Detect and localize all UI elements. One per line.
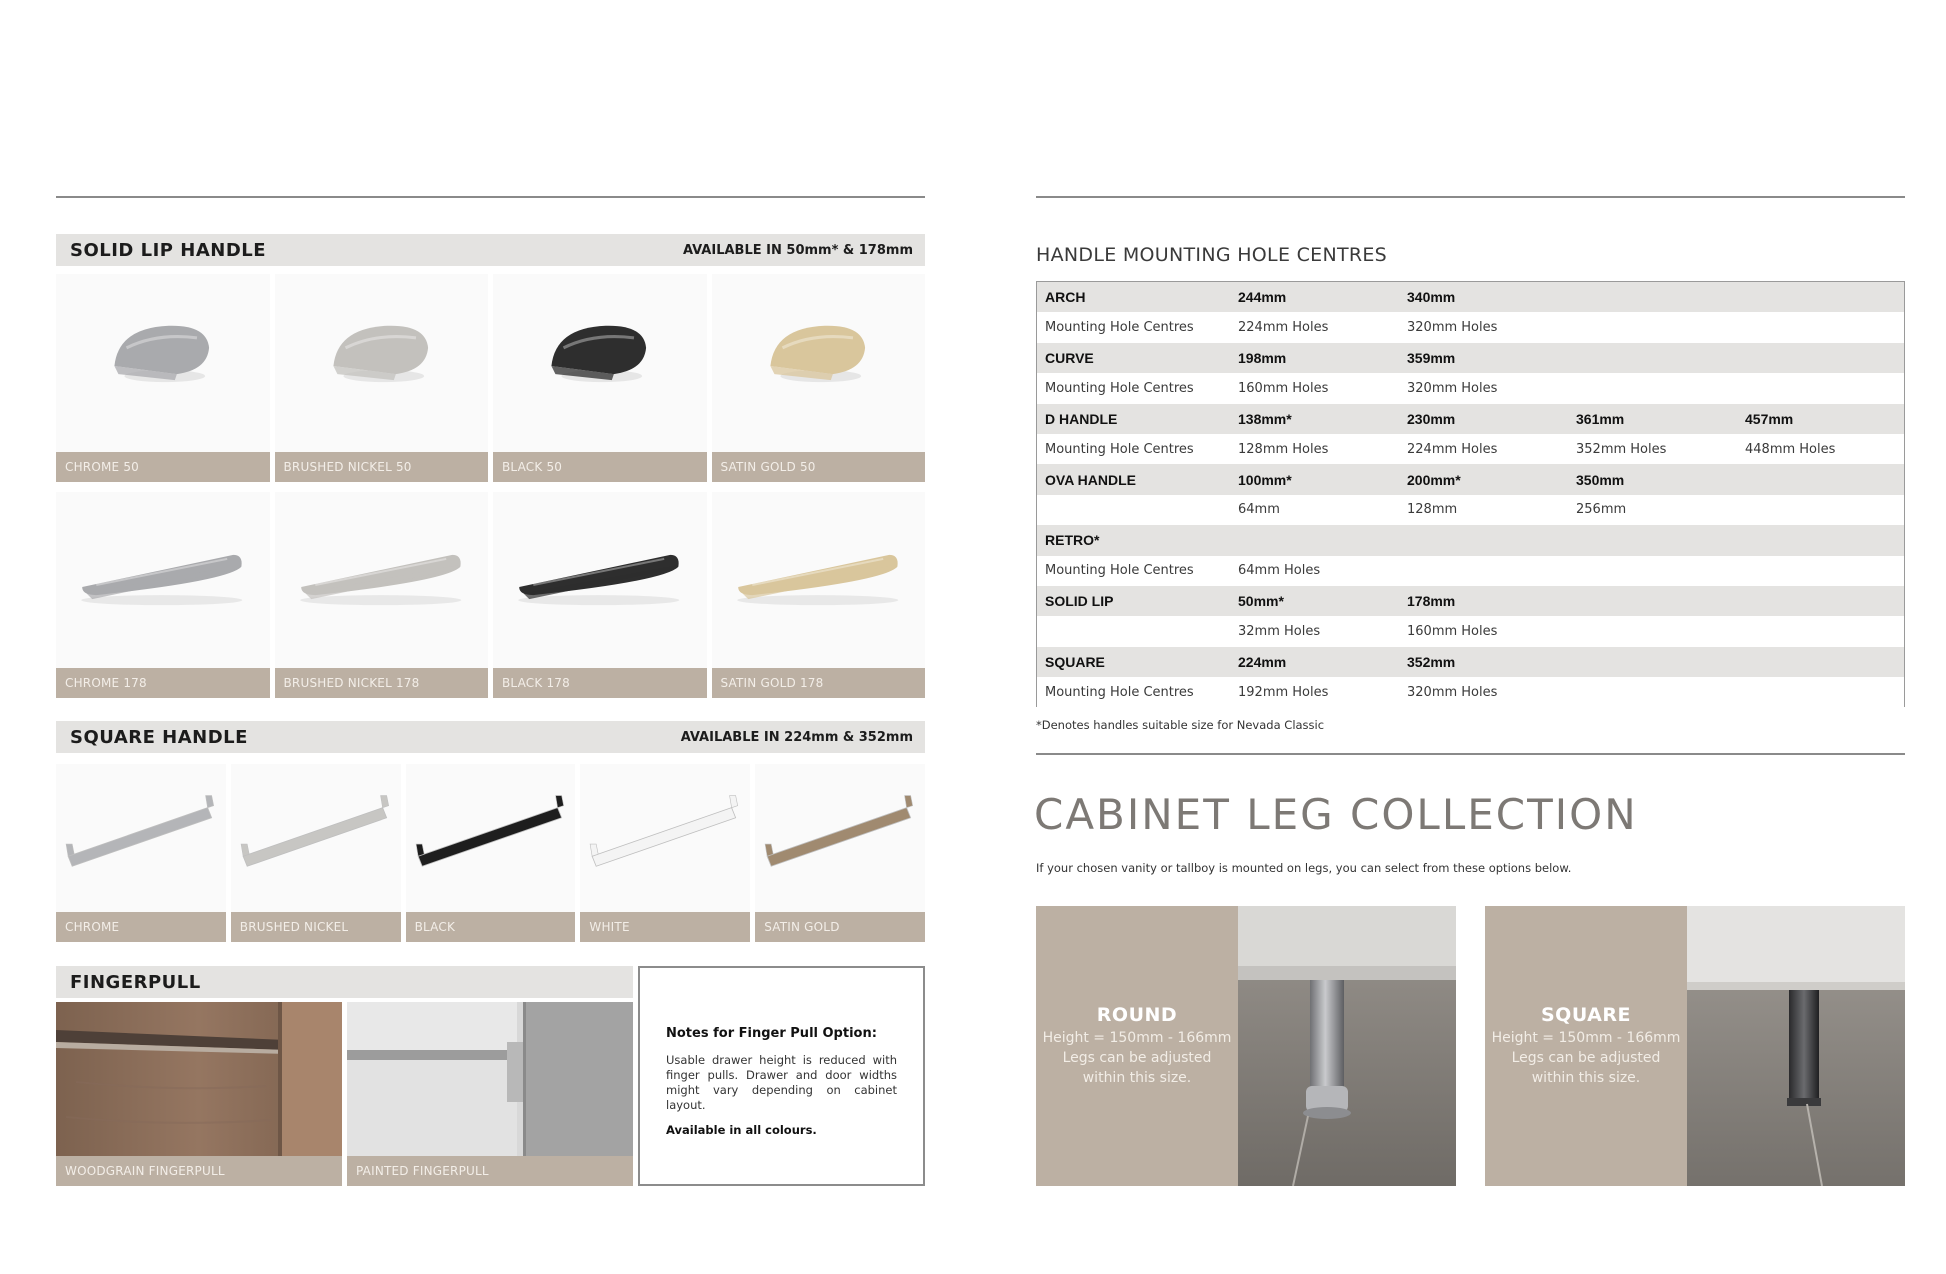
top-rule-left [56, 196, 925, 198]
mounting-table [1036, 281, 1905, 707]
table-cell: 320mm Holes [1407, 320, 1498, 336]
square-handle-header [56, 721, 925, 753]
fingerpull-tile-woodgrain[interactable] [56, 1002, 342, 1186]
painted-fingerpull-image [347, 1002, 633, 1156]
mid-rule-right [1036, 753, 1905, 755]
solid-lip-tile-black-178[interactable] [493, 492, 707, 698]
solid-lip-tile-satin-gold-178[interactable] [712, 492, 926, 698]
table-cell: 128mm Holes [1238, 441, 1329, 457]
leg-card-round[interactable] [1036, 906, 1456, 1186]
solid-lip-label: BLACK 178 [493, 668, 707, 698]
square-handle-label: BRUSHED NICKEL [231, 912, 401, 942]
table-row-holes [1037, 677, 1904, 707]
table-cell: 244mm [1238, 289, 1287, 306]
solid-lip-image-chrome-50 [56, 274, 270, 452]
table-cell: SOLID LIP [1045, 593, 1114, 610]
table-cell: 230mm [1407, 410, 1456, 427]
table-cell: CURVE [1045, 349, 1094, 366]
table-row-handle [1037, 586, 1904, 616]
square-handle-label: WHITE [580, 912, 750, 942]
leg-collection-intro: If your chosen vanity or tallboy is mounted on legs, you can select from these options below. [1036, 861, 1572, 875]
square-handle-tile-white[interactable] [580, 764, 750, 942]
table-cell: 352mm [1407, 653, 1456, 670]
table-cell: 359mm [1407, 349, 1456, 366]
leg-name-round: ROUND [1096, 1004, 1178, 1026]
table-cell: 160mm Holes [1238, 380, 1329, 396]
solid-lip-tile-brushed-nickel-50[interactable] [275, 274, 489, 482]
solid-lip-image-brushed-nickel-178 [275, 492, 489, 668]
solid-lip-label: BLACK 50 [493, 452, 707, 482]
square-handle-label: BLACK [406, 912, 576, 942]
square-handle-label: CHROME [56, 912, 226, 942]
solid-lip-header [56, 234, 925, 266]
table-cell: 32mm Holes [1238, 623, 1321, 639]
solid-lip-label: SATIN GOLD 178 [712, 668, 926, 698]
table-cell: 160mm Holes [1407, 623, 1498, 639]
table-cell: D HANDLE [1045, 410, 1118, 427]
leg-note-square: Legs can be adjusted within this size. [1511, 1050, 1661, 1086]
solid-lip-label: CHROME 178 [56, 668, 270, 698]
table-row-holes [1037, 312, 1904, 342]
solid-lip-tile-chrome-178[interactable] [56, 492, 270, 698]
square-handle-image-black [406, 764, 576, 912]
solid-lip-tile-chrome-50[interactable] [56, 274, 270, 482]
table-row-holes [1037, 495, 1904, 525]
square-handle-image-chrome [56, 764, 226, 912]
square-handle-image-white [580, 764, 750, 912]
table-cell: 448mm Holes [1745, 441, 1836, 457]
table-cell: 224mm Holes [1407, 441, 1498, 457]
table-row-holes [1037, 434, 1904, 464]
table-cell: 50mm* [1238, 593, 1284, 610]
solid-lip-title: SOLID LIP HANDLE [70, 239, 267, 261]
solid-lip-image-chrome-178 [56, 492, 270, 668]
table-row-handle [1037, 647, 1904, 677]
table-cell: Mounting Hole Centres [1045, 563, 1194, 579]
solid-lip-tile-brushed-nickel-178[interactable] [275, 492, 489, 698]
table-cell: 320mm Holes [1407, 380, 1498, 396]
solid-lip-tile-satin-gold-50[interactable] [712, 274, 926, 482]
leg-name-square: SQUARE [1541, 1004, 1631, 1026]
solid-lip-label: SATIN GOLD 50 [712, 452, 926, 482]
leg-collection-title: CABINET LEG COLLECTION [1034, 790, 1638, 839]
woodgrain-fingerpull-image [56, 1002, 342, 1156]
square-handle-image-satin-gold [755, 764, 925, 912]
mounting-footnote: *Denotes handles suitable size for Nevada Classic [1036, 718, 1325, 732]
table-row-holes [1037, 556, 1904, 586]
solid-lip-tile-black-50[interactable] [493, 274, 707, 482]
table-row-handle [1037, 343, 1904, 373]
solid-lip-image-brushed-nickel-50 [275, 274, 489, 452]
table-cell: Mounting Hole Centres [1045, 441, 1194, 457]
table-cell: 361mm [1576, 410, 1625, 427]
fingerpull-notes-title: Notes for Finger Pull Option: [666, 1026, 877, 1041]
solid-lip-image-black-178 [493, 492, 707, 668]
solid-lip-image-satin-gold-50 [712, 274, 926, 452]
solid-lip-image-satin-gold-178 [712, 492, 926, 668]
table-cell: 200mm* [1407, 471, 1461, 488]
top-rule-right [1036, 196, 1905, 198]
table-cell: 224mm Holes [1238, 320, 1329, 336]
fingerpull-notes-box [638, 966, 925, 1186]
solid-lip-label: CHROME 50 [56, 452, 270, 482]
square-leg-photo [1687, 906, 1905, 1186]
table-cell: 128mm [1407, 502, 1458, 518]
table-cell: 198mm [1238, 349, 1287, 366]
table-row-handle [1037, 464, 1904, 494]
solid-lip-availability: AVAILABLE IN 50mm* & 178mm [682, 242, 913, 258]
solid-lip-image-black-50 [493, 274, 707, 452]
square-handle-tile-satin-gold[interactable] [755, 764, 925, 942]
leg-panel-square [1485, 906, 1687, 1186]
leg-height-round: Height = 150mm - 166mm [1042, 1030, 1232, 1046]
square-handle-tile-black[interactable] [406, 764, 576, 942]
table-row-holes [1037, 373, 1904, 403]
round-leg-photo [1238, 906, 1456, 1186]
square-handle-label: SATIN GOLD [755, 912, 925, 942]
table-row-handle [1037, 282, 1904, 312]
table-cell: OVA HANDLE [1045, 471, 1136, 488]
table-cell: 64mm Holes [1238, 563, 1321, 579]
table-cell: 224mm [1238, 653, 1287, 670]
table-cell: Mounting Hole Centres [1045, 320, 1194, 336]
table-cell: 100mm* [1238, 471, 1292, 488]
solid-lip-label: BRUSHED NICKEL 50 [275, 452, 489, 482]
table-cell: 457mm [1745, 410, 1794, 427]
table-cell: RETRO* [1045, 532, 1100, 549]
square-handle-tile-brushed-nickel[interactable] [231, 764, 401, 942]
table-row-holes [1037, 616, 1904, 646]
woodgrain-fingerpull-label: WOODGRAIN FINGERPULL [56, 1156, 342, 1186]
table-cell: 138mm* [1238, 410, 1292, 427]
square-handle-tile-chrome[interactable] [56, 764, 226, 942]
table-row-handle [1037, 404, 1904, 434]
square-handle-image-brushed-nickel [231, 764, 401, 912]
table-cell: Mounting Hole Centres [1045, 684, 1194, 700]
table-cell: 352mm Holes [1576, 441, 1667, 457]
fingerpull-tile-painted[interactable] [347, 1002, 633, 1186]
fingerpull-title: FINGERPULL [70, 971, 201, 993]
table-cell: 350mm [1576, 471, 1625, 488]
square-handle-title: SQUARE HANDLE [70, 726, 248, 748]
leg-note-round: Legs can be adjusted within this size. [1062, 1050, 1212, 1086]
table-cell: 340mm [1407, 289, 1456, 306]
table-cell: ARCH [1045, 289, 1086, 306]
table-row-handle [1037, 525, 1904, 555]
fingerpull-notes-available: Available in all colours. [666, 1123, 817, 1137]
table-cell: 64mm [1238, 502, 1280, 518]
square-handle-availability: AVAILABLE IN 224mm & 352mm [680, 729, 913, 745]
fingerpull-notes-body: Usable drawer height is reduced with finger pulls. Drawer and door widths might vary depending on cabinet layout. [666, 1053, 897, 1112]
mounting-table-title: HANDLE MOUNTING HOLE CENTRES [1036, 244, 1388, 266]
table-cell: 192mm Holes [1238, 684, 1329, 700]
leg-height-square: Height = 150mm - 166mm [1491, 1030, 1681, 1046]
leg-panel-round [1036, 906, 1238, 1186]
fingerpull-header [56, 966, 633, 998]
table-cell: 178mm [1407, 593, 1456, 610]
table-cell: Mounting Hole Centres [1045, 380, 1194, 396]
table-cell: 320mm Holes [1407, 684, 1498, 700]
leg-card-square[interactable] [1485, 906, 1905, 1186]
table-cell: SQUARE [1045, 653, 1105, 670]
table-cell: 256mm [1576, 502, 1627, 518]
solid-lip-label: BRUSHED NICKEL 178 [275, 668, 489, 698]
painted-fingerpull-label: PAINTED FINGERPULL [347, 1156, 633, 1186]
